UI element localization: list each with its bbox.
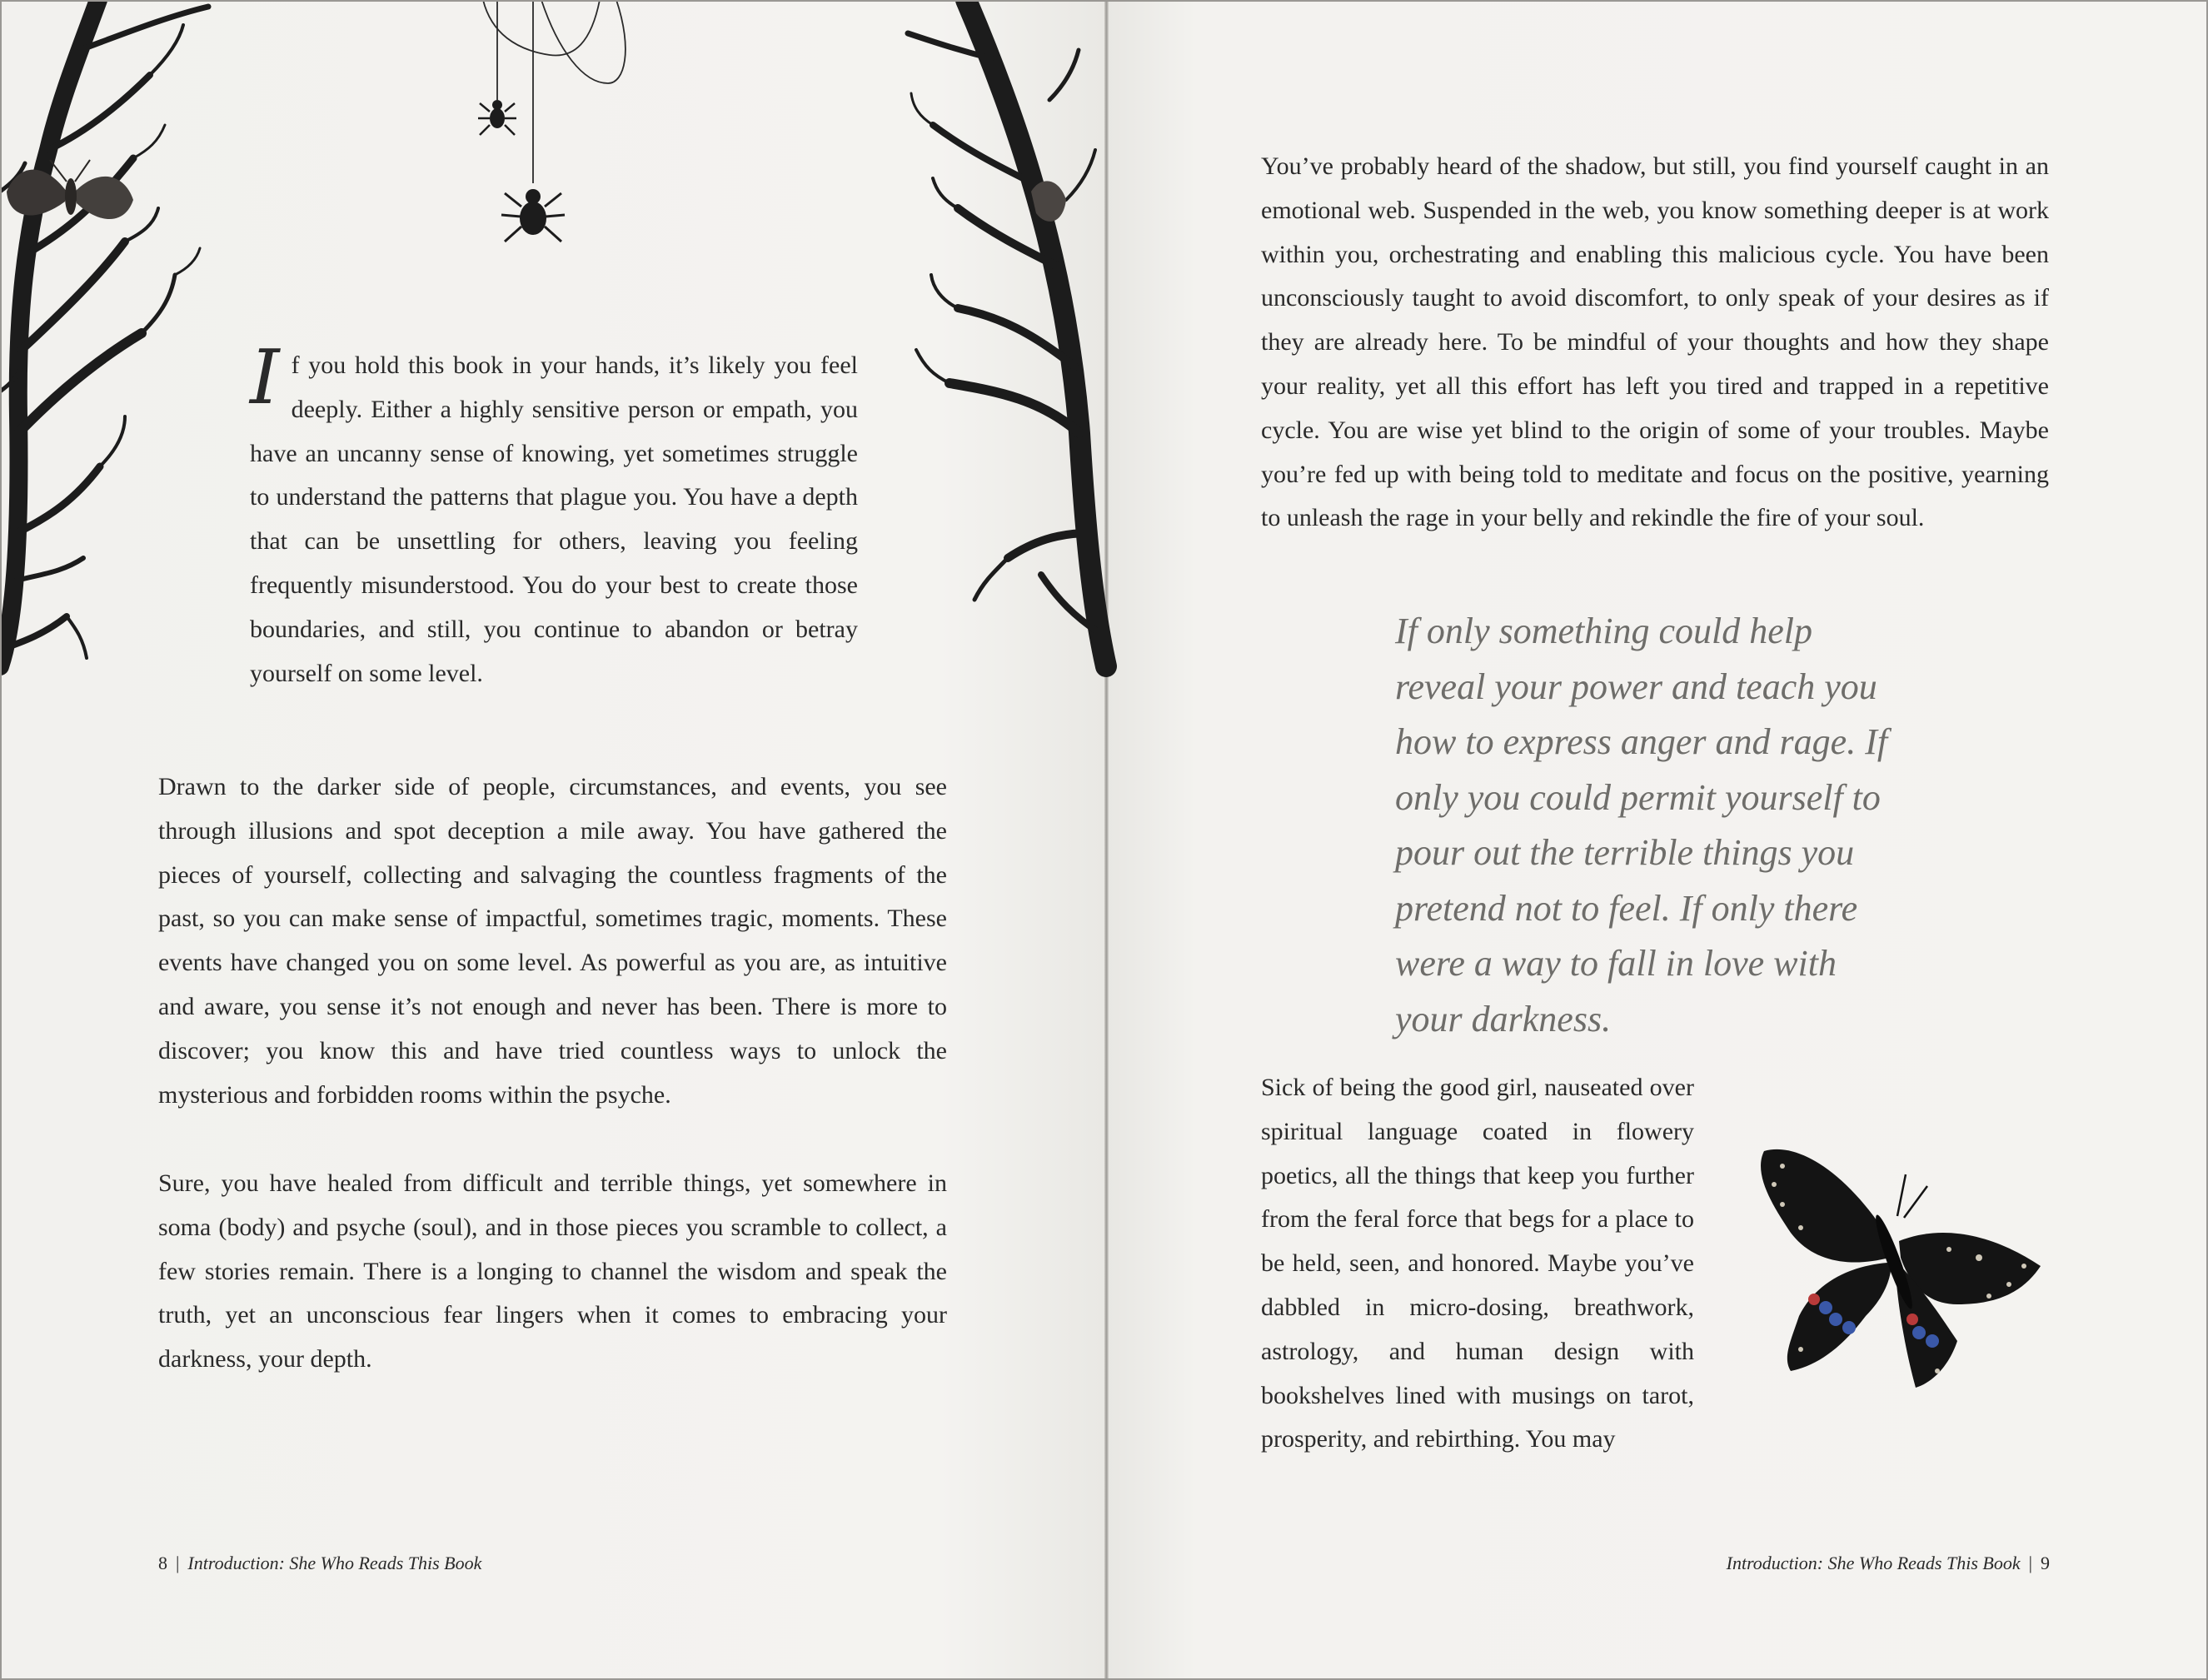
intro-paragraph <box>250 334 858 695</box>
moth-illustration <box>0 142 142 250</box>
body-paragraph-4: Sick of being the good girl, nauseated over spiritual language coated in flowery poetics, all the things that keep you further from the feral force that begs for a place to be held, seen, and honored. Maybe you’ve dabbled in micro-dosing, breathwork, astrology, and human design with bookshelves lined with musings on tarot, prosperity, and rebirthing. You may <box>1261 1074 1694 1453</box>
body-paragraph-3: You’ve probably heard of the shadow, but still, you find yourself caught in an emotional web. Suspended in the web, you know something deeper is at work within you, orchestrating and enabling this malicious cycle. You have been unconsciously taught to avoid discomfort, to only speak of your desires as if they are already here. To be mindful of your thoughts and how they shape your reality, yet all this effort has left you tired and trapped in a repetitive cycle. You are wise yet blind to the origin of some of your troubles. Maybe you’re fed up with being told to meditate and focus on the positive, yearning to unleash the rage in your belly and rekindle the fire of your soul. <box>1261 152 2049 532</box>
drop-cap: I <box>250 334 280 421</box>
intro-text: f you hold this book in your hands, it’s likely you feel deeply. Either a highly sensitive person or empath, you have an uncanny sense of knowing, yet sometimes struggle to understand the patterns that plague you. You have a depth that can be unsettling for others, leaving you feeling frequently misunderstood. You do your best to create those boundaries, and still, you continue to abandon or betray yourself on some level. <box>250 351 858 687</box>
body-paragraph-1: Drawn to the darker side of people, circumstances, and events, you see through illusions and spot deception a mile away. You have gathered the pieces of yourself, collecting and salvaging the countless fragments of the past, so you can make sense of impactful, sometimes tragic, moments. These events have changed you on some level. As powerful as you are, as intuitive and aware, you sense it’s not enough and never has been. There is more to discover; you know this and have tried countless ways to unlock the mysterious and forbidden rooms within the psyche. <box>158 773 947 1109</box>
running-title: Introduction: She Who Reads This Book <box>1726 1553 2021 1573</box>
butterfly-illustration <box>1749 1141 2049 1391</box>
spider-web-illustration <box>475 0 641 258</box>
footer-right <box>1727 1553 2050 1574</box>
spider-icon <box>501 189 565 242</box>
page-number: 9 <box>2041 1553 2050 1573</box>
body-paragraph-2: Sure, you have healed from difficult and terrible things, yet somewhere in soma (body) and psyche (soul), and in those pieces you scramble to collect, a few stories remain. There is a longing to channel the wisdom and speak the truth, yet an unconscious fear lingers when it comes to embracing your darkness, your depth. <box>158 1169 947 1373</box>
running-title: Introduction: She Who Reads This Book <box>187 1553 482 1573</box>
footer-separator: | <box>176 1553 180 1573</box>
spider-icon <box>478 100 516 135</box>
tree-silhouette-left <box>0 0 225 683</box>
footer-left <box>158 1553 481 1574</box>
footer-separator: | <box>2028 1553 2032 1573</box>
pull-quote: If only something could help reveal your power and teach you how to express anger and rage. If only you could permit yourself to pour out the terrible things you pretend not to feel. If only there were a way to fall in love with your darkness. <box>1395 611 1888 1039</box>
tree-silhouette-right <box>866 0 1106 683</box>
page-number: 8 <box>158 1553 167 1573</box>
